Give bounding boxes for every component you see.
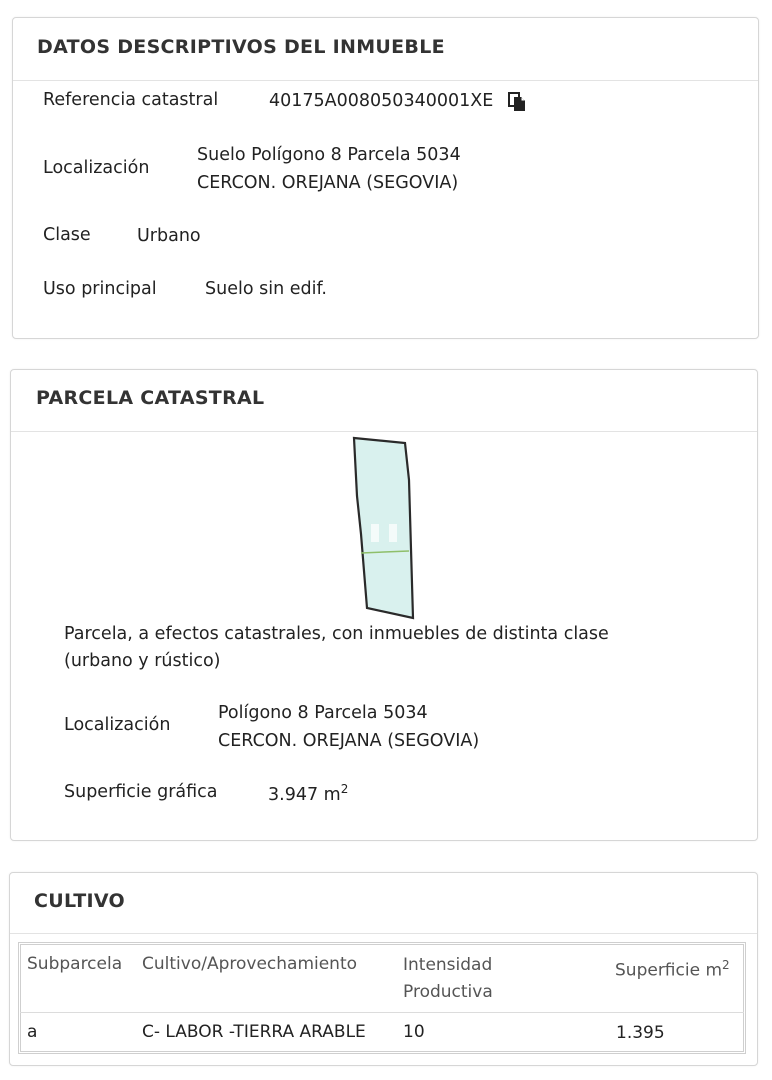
localizacion-label: Localización: [43, 158, 150, 178]
copy-icon[interactable]: [508, 92, 526, 112]
header-intensidad-line2: Productiva: [403, 982, 493, 1002]
cell-subparcela: a: [27, 1022, 38, 1042]
parcela-localizacion-label: Localización: [64, 715, 171, 735]
parcela-note-line1: Parcela, a efectos catastrales, con inmuebles de distinta clase: [64, 624, 609, 644]
cultivo-header: [10, 873, 757, 934]
clase-label: Clase: [43, 225, 91, 245]
header-superficie: [615, 951, 730, 985]
parcela-catastral-header: [11, 370, 757, 432]
parcela-shape: [354, 438, 413, 618]
cultivo-title: CULTIVO: [34, 890, 125, 912]
parcela-localizacion-line1: Polígono 8 Parcela 5034: [218, 703, 428, 723]
localizacion-line2: CERCON. OREJANA (SEGOVIA): [197, 173, 459, 193]
clase-value: Urbano: [137, 226, 201, 246]
uso-principal-label: Uso principal: [43, 279, 157, 299]
datos-descriptivos-title: DATOS DESCRIPTIVOS DEL INMUEBLE: [37, 36, 445, 58]
parcela-catastral-title: PARCELA CATASTRAL: [36, 387, 265, 409]
header-subparcela: Subparcela: [27, 954, 123, 974]
superficie-grafica-label: Superficie gráfica: [64, 782, 218, 802]
referencia-catastral-value[interactable]: 40175A008050340001XE: [269, 91, 494, 111]
superficie-grafica-value: [268, 782, 348, 805]
referencia-catastral-label: Referencia catastral: [43, 90, 219, 110]
uso-principal-value: Suelo sin edif.: [205, 279, 327, 299]
parcela-map[interactable]: [345, 432, 425, 622]
parcela-localizacion-line2: CERCON. OREJANA (SEGOVIA): [218, 731, 480, 751]
table-row-separator: [20, 1012, 744, 1013]
localizacion-line1: Suelo Polígono 8 Parcela 5034: [197, 145, 461, 165]
header-superficie-text: Superficie m: [615, 960, 723, 981]
datos-descriptivos-header: [13, 18, 758, 81]
cell-cultivo: C- LABOR -TIERRA ARABLE: [142, 1022, 366, 1042]
superficie-grafica-number: 3.947 m: [268, 784, 341, 805]
parcela-building-2: [389, 524, 397, 542]
superficie-grafica-unit-exp: 2: [340, 782, 349, 796]
header-intensidad-line1: Intensidad: [403, 955, 493, 975]
header-cultivo: Cultivo/Aprovechamiento: [142, 954, 358, 974]
parcela-building-1: [371, 524, 379, 542]
header-superficie-exp: 2: [722, 958, 730, 972]
parcela-note-line2: (urbano y rústico): [64, 651, 221, 671]
cell-intensidad: 10: [403, 1022, 425, 1042]
cell-superficie: 1.395: [616, 1023, 665, 1043]
